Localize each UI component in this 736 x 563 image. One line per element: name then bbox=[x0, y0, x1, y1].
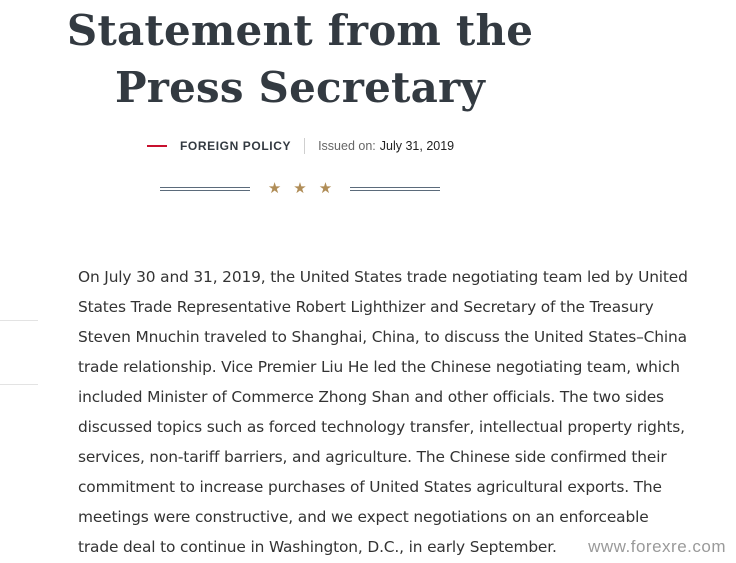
page-title: Statement from the Press Secretary bbox=[66, 6, 534, 112]
side-rule-top bbox=[0, 320, 38, 321]
divider-rule-left bbox=[160, 187, 250, 191]
star-icon-group: ★★★ bbox=[267, 179, 345, 197]
issued-label: Issued on: bbox=[318, 139, 376, 153]
issued-date: July 31, 2019 bbox=[379, 139, 455, 153]
article-meta bbox=[147, 136, 454, 156]
meta-divider bbox=[304, 138, 305, 154]
category-link[interactable]: FOREIGN POLICY bbox=[180, 139, 292, 153]
article-body: On July 30 and 31, 2019, the United States trade negotiating team led by United States Trade Representative Robert Lighthizer and Secretary of the Treasury Steven Mnuchin traveled to Shanghai, China, to discuss the United States–China trade relationship. Vice Premier Liu He led the Chinese negotiating team, which included Minister of Commerce Zhong Shan and other officials. The two sides discussed topics such as forced technology transfer, intellectual property rights, services, non-tariff barriers, and agriculture. The Chinese side confirmed their commitment to increase purchases of United States agricultural exports. The meetings were constructive, and we expect negotiations on an enforceable trade deal to continue in Washington, D.C., in early September. bbox=[78, 268, 688, 556]
star-divider bbox=[160, 178, 440, 202]
category-accent-line bbox=[147, 145, 167, 147]
watermark: www.forexre.com bbox=[588, 537, 726, 556]
divider-rule-right bbox=[350, 187, 440, 191]
side-rule-bottom bbox=[0, 384, 38, 385]
